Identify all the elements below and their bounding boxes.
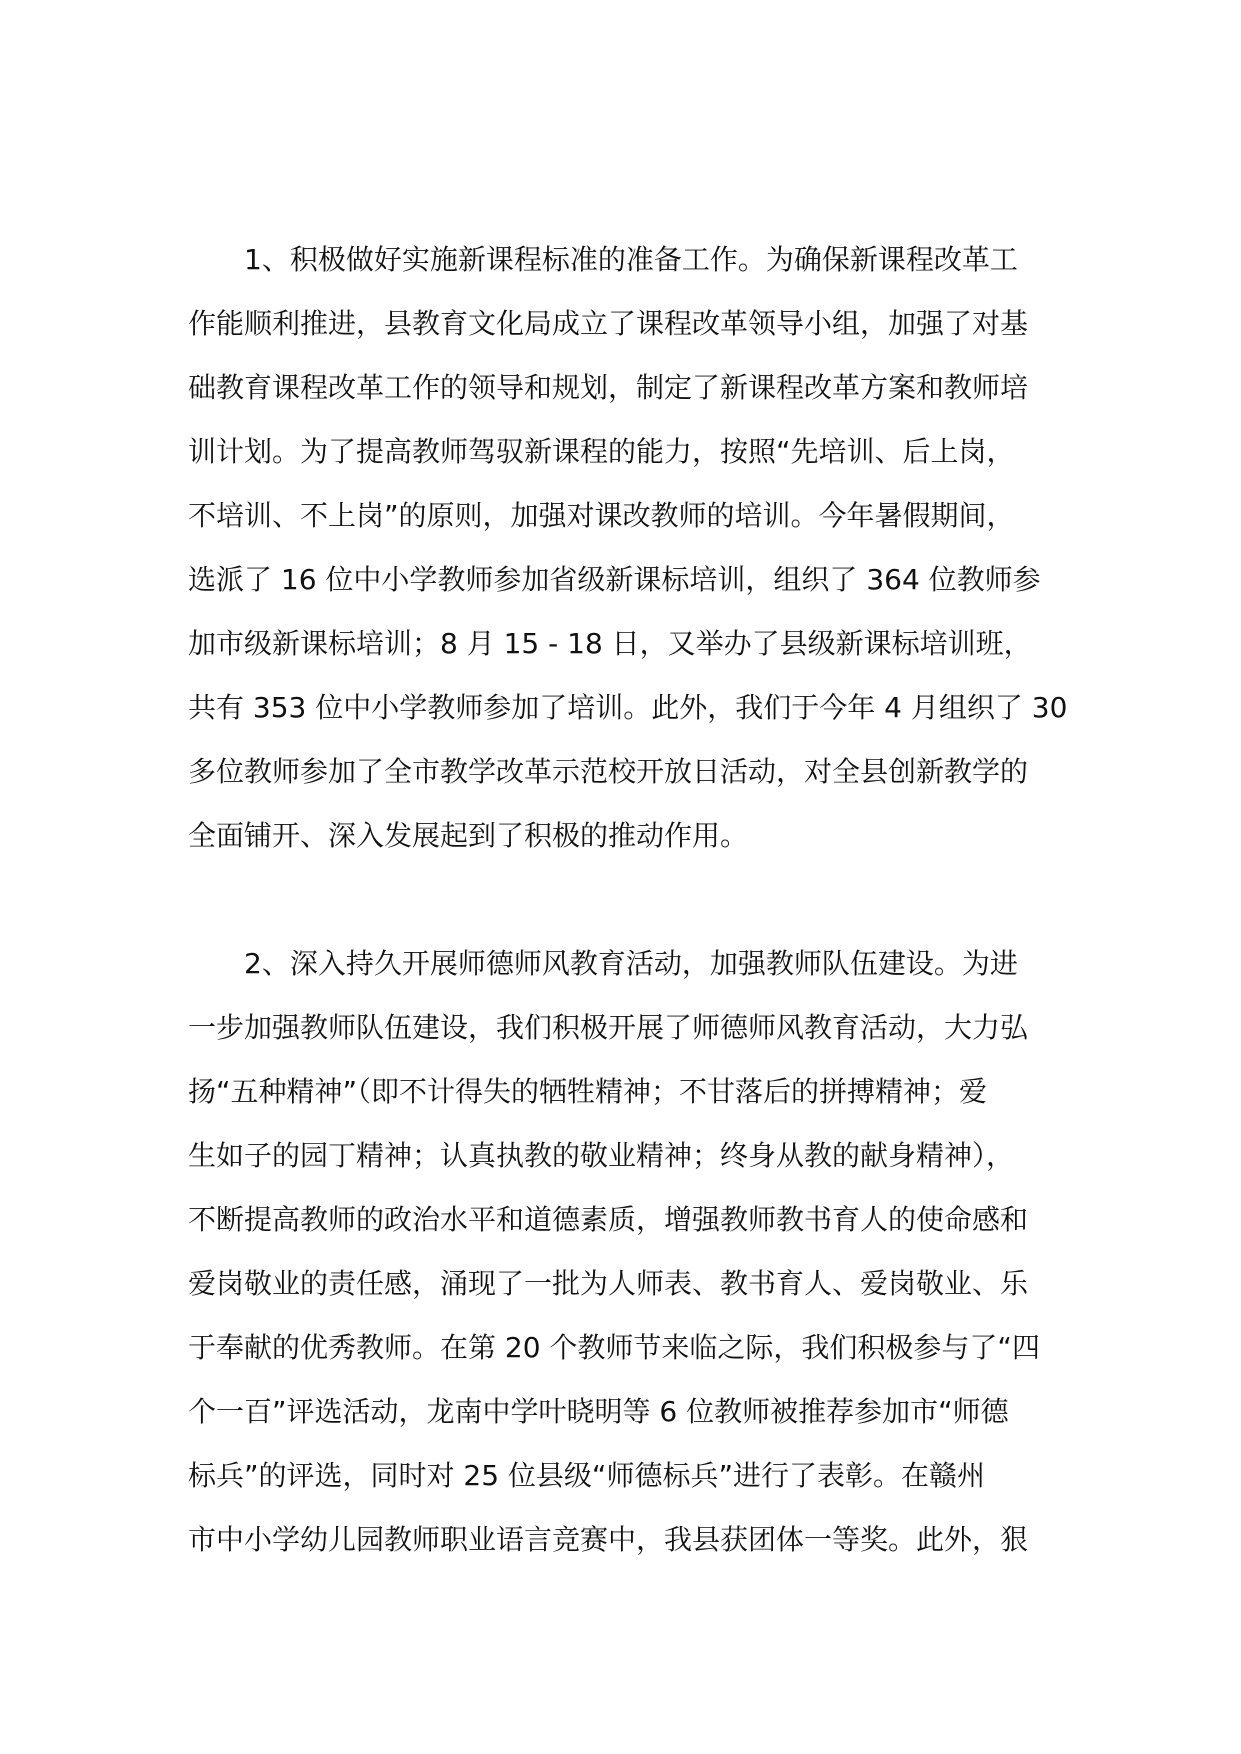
paragraph-line: 2、深入持久开展师德师风教育活动，加强教师队伍建设。为进 — [188, 947, 1018, 980]
paragraph-1 — [188, 228, 1068, 868]
paragraph-spacer — [188, 868, 1058, 932]
paragraph-line: 选派了 16 位中小学教师参加省级新课标培训，组织了 364 位教师参 — [188, 563, 1041, 596]
paragraph-line: 市中小学幼儿园教师职业语言竞赛中，我县获团体一等奖。此外，狠 — [188, 1523, 1029, 1556]
paragraph-line: 个一百”评选活动，龙南中学叶晓明等 6 位教师被推荐参加市“师德 — [188, 1395, 1009, 1428]
paragraph-line: 一步加强教师队伍建设，我们积极开展了师德师风教育活动，大力弘 — [188, 1011, 1029, 1044]
paragraph-line: 共有 353 位中小学教师参加了培训。此外，我们于今年 4 月组织了 30 — [188, 691, 1068, 724]
paragraph-line: 多位教师参加了全市教学改革示范校开放日活动，对全县创新教学的 — [188, 755, 1029, 788]
paragraph-line: 1、积极做好实施新课程标准的准备工作。为确保新课程改革工 — [188, 243, 1018, 276]
paragraph-line: 爱岗敬业的责任感，涌现了一批为人师表、教书育人、爱岗敬业、乐 — [188, 1267, 1029, 1300]
paragraph-line: 全面铺开、深入发展起到了积极的推动作用。 — [188, 819, 749, 852]
paragraph-line: 于奉献的优秀教师。在第 20 个教师节来临之际，我们积极参与了“四 — [188, 1331, 1040, 1364]
paragraph-line: 生如子的园丁精神；认真执教的敬业精神；终身从教的献身精神）， — [188, 1139, 1015, 1172]
paragraph-line: 标兵”的评选，同时对 25 位县级“师德标兵”进行了表彰。在赣州 — [188, 1459, 985, 1492]
paragraph-line: 扬“五种精神”（即不计得失的牺牲精神；不甘落后的拼搏精神；爱 — [188, 1075, 988, 1108]
paragraph-line: 作能顺利推进，县教育文化局成立了课程改革领导小组，加强了对基 — [188, 307, 1029, 340]
paragraph-line: 加市级新课标培训；8 月 15 - 18 日，又举办了县级新课标培训班， — [188, 627, 1032, 660]
paragraph-line: 训计划。为了提高教师驾驭新课程的能力，按照“先培训、后上岗， — [188, 435, 1015, 468]
paragraph-line: 不培训、不上岗”的原则，加强对课改教师的培训。今年暑假期间， — [188, 499, 1015, 532]
paragraph-2 — [188, 932, 1058, 1572]
paragraph-line: 础教育课程改革工作的领导和规划，制定了新课程改革方案和教师培 — [188, 371, 1029, 404]
paragraph-line: 不断提高教师的政治水平和道德素质，增强教师教书育人的使命感和 — [188, 1203, 1029, 1236]
document-body — [188, 228, 1068, 1572]
